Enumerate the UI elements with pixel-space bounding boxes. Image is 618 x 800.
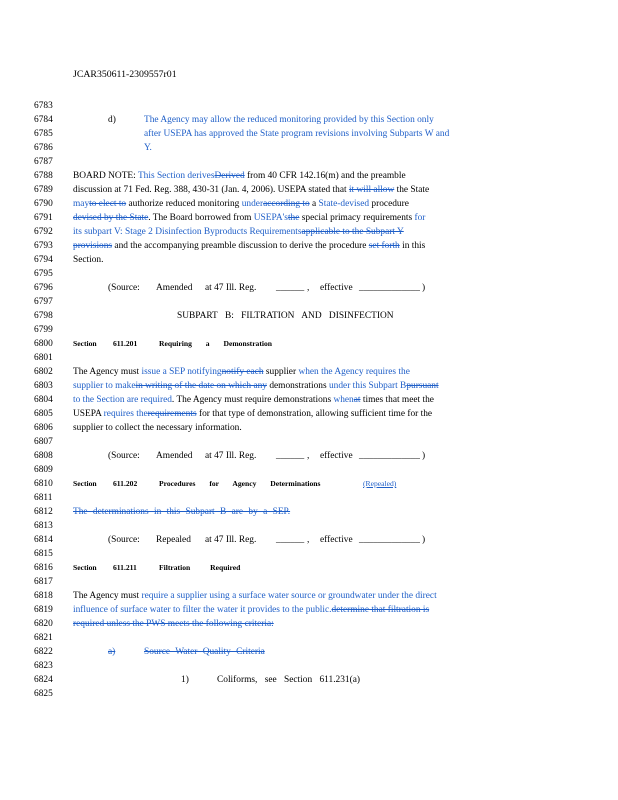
- repealed-status: (Repealed): [363, 479, 397, 488]
- line-number: 6814: [34, 535, 53, 545]
- line-number: 6804: [34, 395, 53, 405]
- deleted-text: Derived: [214, 171, 245, 181]
- line: 6816 Section 611.211 Filtration Required: [34, 563, 241, 573]
- inserted-text: influence of surface water to filter the water it provides to the public.: [73, 605, 332, 615]
- deleted-text: required unless the PWS meets the following criteria:: [73, 619, 274, 629]
- line-number: 6784: [34, 115, 53, 125]
- line: [34, 183, 594, 197]
- board-note-line: discussion at 71 Fed. Reg. 388, 430-31 (Jan. 4, 2006). USEPA stated that it will allow the State: [73, 185, 430, 195]
- line-number: 6810: [34, 479, 53, 489]
- inserted-text: issue a SEP notifying: [141, 367, 222, 377]
- line: 6796 (Source: Amended at 47 Ill. Reg. ______ , effective _____________ ): [34, 283, 426, 293]
- line: [34, 141, 594, 155]
- blank: ______: [276, 535, 305, 545]
- line-number: 6793: [34, 241, 53, 251]
- line-number: 6808: [34, 451, 53, 461]
- line-number: 6820: [34, 619, 53, 629]
- deleted-text: determine that filtration is: [331, 605, 430, 615]
- line-number: 6823: [34, 661, 53, 671]
- line-number: 6825: [34, 689, 53, 699]
- line-number: 6788: [34, 171, 53, 181]
- line: 6805 USEPA requires therequirements for that type of demonstration, allowing sufficient time for the: [34, 409, 433, 419]
- line: [34, 491, 594, 505]
- deleted-text: the: [287, 213, 300, 223]
- inserted-text: when: [333, 395, 354, 405]
- item-text: Coliforms, see Section 611.231(a): [217, 675, 361, 685]
- line-number: 6819: [34, 605, 53, 615]
- line: [34, 617, 594, 631]
- board-note-line: provisions and the accompanying preamble discussion to derive the procedure set forth in this: [73, 241, 426, 251]
- board-note-line: mayto elect to authorize reduced monitoring underaccording to a State-devised procedure: [73, 199, 409, 209]
- line: 6818 The Agency must require a supplier using a surface water source or groundwater under the direct: [34, 591, 437, 601]
- deleted-text: The determinations in this Subpart B are by a SEP.: [73, 507, 291, 517]
- line: 6803 supplier to makein writing of the date on which any demonstrations under this Subpart Bpursuant: [34, 381, 439, 391]
- line: [34, 631, 594, 645]
- line-number: 6795: [34, 269, 53, 279]
- line-number: 6801: [34, 353, 53, 363]
- line: [34, 519, 594, 533]
- board-note-line: BOARD NOTE: This Section derivesDerived from 40 CFR 142.16(m) and the preamble: [73, 171, 406, 181]
- line-number: 6797: [34, 297, 53, 307]
- line: 6806 supplier to collect the necessary information.: [34, 423, 242, 433]
- line: [34, 197, 594, 211]
- line: [34, 99, 594, 113]
- inserted-text: State-devised: [318, 199, 370, 209]
- line: [34, 645, 594, 659]
- blank: ______: [276, 451, 305, 461]
- deleted-text: applicable to the Subpart Y: [301, 227, 404, 237]
- line: [34, 435, 594, 449]
- line-number: 6811: [34, 493, 53, 503]
- inserted-text: USEPA's: [253, 213, 288, 223]
- line: [34, 225, 594, 239]
- line: 6814 (Source: Repealed at 47 Ill. Reg. ______ , effective _____________ ): [34, 535, 426, 545]
- board-note-line: Section.: [73, 255, 104, 265]
- deleted-text: Source Water Quality Criteria: [144, 647, 265, 657]
- inserted-text: This Section derives: [137, 171, 215, 181]
- inserted-text: require a supplier using a surface water source or groundwater under the direct: [141, 591, 437, 601]
- line: [34, 687, 594, 701]
- line: 6800 Section 611.201 Requiring a Demonstration: [34, 339, 273, 349]
- line-number: 6803: [34, 381, 53, 391]
- blank: _____________: [359, 283, 420, 293]
- line: 6808 (Source: Amended at 47 Ill. Reg. ______ , effective _____________ ): [34, 451, 426, 461]
- deleted-text: provisions: [73, 241, 113, 251]
- inserted-text: under: [241, 199, 264, 209]
- deleted-item-label: a): [108, 647, 116, 657]
- line-number: 6785: [34, 129, 53, 139]
- line-number: 6812: [34, 507, 53, 517]
- line-number: 6806: [34, 423, 53, 433]
- line-number: 6796: [34, 283, 53, 293]
- line-number: 6791: [34, 213, 53, 223]
- line: [34, 673, 594, 687]
- inserted-text: Y.: [144, 143, 152, 153]
- deleted-text: at: [353, 395, 361, 405]
- line-number: 6809: [34, 465, 53, 475]
- line: [34, 267, 594, 281]
- line: [34, 309, 594, 323]
- item-label-d: d): [108, 115, 116, 125]
- deleted-text: it will allow: [348, 185, 395, 195]
- deleted-text: in writing of the date on which any: [135, 381, 267, 391]
- line-number: 6802: [34, 367, 53, 377]
- board-note-line: [73, 225, 537, 239]
- line-number: 6792: [34, 227, 53, 237]
- item-label-1: 1): [181, 675, 189, 685]
- line: [34, 211, 594, 225]
- line: [34, 463, 594, 477]
- line-number: 6799: [34, 325, 53, 335]
- line-number: 6805: [34, 409, 53, 419]
- line-number: 6789: [34, 185, 53, 195]
- deleted-text: pursuant: [406, 381, 439, 391]
- line: [34, 659, 594, 673]
- line: [34, 575, 594, 589]
- line-number: 6800: [34, 339, 53, 349]
- inserted-text: for: [414, 213, 426, 223]
- line: [34, 253, 594, 267]
- line: [34, 547, 594, 561]
- line: [34, 351, 594, 365]
- line-number: 6798: [34, 311, 53, 321]
- line-number: 6807: [34, 437, 53, 447]
- line: [34, 505, 594, 519]
- line: [34, 603, 594, 617]
- inserted-text: its subpart V: Stage 2 Disinfection Byproducts Requirements: [73, 227, 302, 237]
- line-number: 6783: [34, 101, 53, 111]
- deleted-text: set forth: [368, 241, 400, 251]
- deleted-text: devised by the State: [73, 213, 149, 223]
- line-number: 6813: [34, 521, 53, 531]
- blank: _____________: [359, 451, 420, 461]
- line-number: 6821: [34, 633, 53, 643]
- line-number: 6817: [34, 577, 53, 587]
- line: [34, 155, 594, 169]
- inserted-text: The Agency may allow the reduced monitoring provided by this Section only: [144, 115, 434, 125]
- inserted-text: when the Agency requires the: [298, 367, 410, 377]
- line: [34, 323, 594, 337]
- blank: ______: [276, 283, 305, 293]
- inserted-text: supplier to make: [73, 381, 136, 391]
- deleted-text: according to: [263, 199, 310, 209]
- line-number: 6816: [34, 563, 53, 573]
- line-number: 6815: [34, 549, 53, 559]
- inserted-text: under this Subpart B: [328, 381, 407, 391]
- subpart-heading: SUBPART B: FILTRATION AND DISINFECTION: [177, 311, 394, 321]
- deleted-text: to elect to: [89, 199, 127, 209]
- inserted-text: requires the: [103, 409, 148, 419]
- line: [34, 295, 594, 309]
- line: [34, 169, 594, 183]
- line-number: 6818: [34, 591, 53, 601]
- inserted-text: to the Section are required: [73, 395, 172, 405]
- line: 6802 The Agency must issue a SEP notifyingnotify each supplier when the Agency requires the: [34, 367, 410, 377]
- deleted-text: requirements: [147, 409, 197, 419]
- blank: _____________: [359, 535, 420, 545]
- inserted-text: may: [73, 199, 90, 209]
- line-number: 6824: [34, 675, 53, 685]
- line: 6810 Section 611.202 Procedures for Agency Determinations (Repealed): [34, 479, 397, 489]
- line: [34, 239, 594, 253]
- line: [34, 113, 594, 127]
- line-number: 6822: [34, 647, 53, 657]
- line: [34, 127, 594, 141]
- line-number: 6787: [34, 157, 53, 167]
- deleted-text: notify each: [221, 367, 264, 377]
- line-number: 6790: [34, 199, 53, 209]
- line-number: 6786: [34, 143, 53, 153]
- line-number: 6794: [34, 255, 53, 265]
- line: 6804 to the Section are required. The Agency must require demonstrations whenat times that meet the: [34, 395, 434, 405]
- inserted-text: after USEPA has approved the State program revisions involving Subparts W and: [144, 129, 450, 139]
- document-id: JCAR350611-2309557r01: [73, 69, 177, 80]
- board-note-line: devised by the State. The Board borrowed from USEPA'sthe special primacy requirements for: [73, 213, 426, 223]
